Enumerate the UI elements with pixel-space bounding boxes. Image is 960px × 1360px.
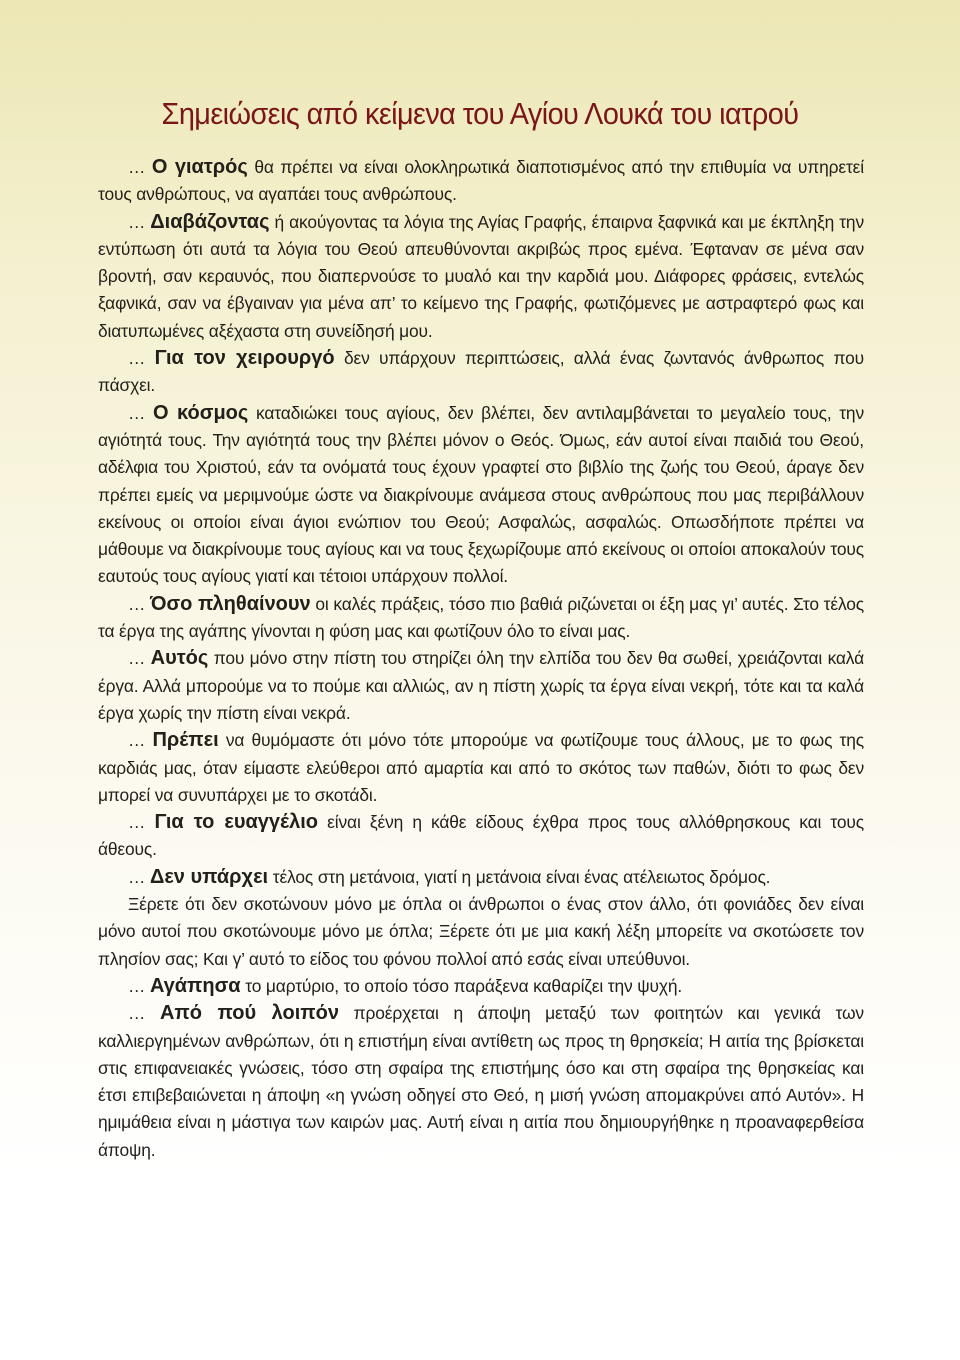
paragraph-text: θα πρέπει να είναι ολοκληρωτικά διαποτισμένος από την επιθυμία να υπηρετεί τους ανθρώπους, να αγαπάει τους ανθρώπους. [98, 157, 864, 205]
paragraph-text: ή ακούγοντας τα λόγια της Αγίας Γραφής, έπαιρνα ξαφνικά και με έκπληξη την εντύπωση ότι αυτά τα λόγια του Θεού απευθύνονται ακριβώς προς εμένα. Έφταναν σε μένα σαν βροντή, σαν κεραυνός, που διαπερνούσε το μυαλό και την καρδιά μου. Διάφορες φράσεις, εντελώς ξαφνικά, σαν να έβγαιναν για μένα απ’ το κείμενο της Γραφής, φωτιζόμενες με αστραφτερό φως και διατυπωμένες αξέχαστα στη συνείδησή μου. [98, 211, 864, 341]
lead-phrase: Δεν υπάρχει [149, 865, 269, 888]
paragraph [98, 891, 864, 973]
lead-phrase: Αγάπησα [149, 974, 241, 997]
paragraph-text: Ξέρετε ότι δεν σκοτώνουν μόνο με όπλα οι άνθρωποι ο ένας στον άλλο, ότι φονιάδες δεν είναι μόνο αυτοί που σκοτώνουμε μόνο με όπλα; Ξέρετε ότι με μια κακή λέξη μπορείτε να σκοτώσετε τον πλησίον σας; Και γ’ αυτό το είδος του φόνου πολλοί από εσάς είναι υπεύθυνοι. [98, 894, 864, 969]
ellipsis: … [128, 348, 155, 369]
lead-phrase: Για το ευαγγέλιο [154, 811, 318, 834]
paragraph [98, 645, 864, 727]
ellipsis: … [128, 730, 153, 751]
ellipsis: … [128, 1003, 160, 1024]
paragraph [98, 973, 864, 1000]
lead-phrase: Διαβάζοντας [150, 210, 270, 233]
ellipsis: … [128, 593, 150, 614]
paragraph [98, 1000, 864, 1164]
paragraph-text: το μαρτύριο, το οποίο τόσο παράξενα καθαρίζει την ψυχή. [240, 975, 683, 996]
lead-phrase: Όσο πληθαίνουν [149, 592, 311, 615]
paragraph [98, 209, 864, 345]
paragraph-text: είναι ξένη η κάθε είδους έχθρα προς τους αλλόθρησκους και τους άθεους. [98, 812, 864, 860]
paragraph [98, 727, 864, 809]
ellipsis: … [128, 975, 150, 996]
lead-phrase: Για τον χειρουργό [154, 347, 335, 370]
paragraph-text: δεν υπάρχουν περιπτώσεις, αλλά ένας ζωντανός άνθρωπος που πάσχει. [98, 348, 864, 396]
paragraph-text: οι καλές πράξεις, τόσο πιο βαθιά ριζώνεται οι έξη μας γι’ αυτές. Στο τέλος τα έργα της αγάπης γίνονται η φύση μας και φωτίζουν όλο το είναι μας. [98, 593, 864, 642]
lead-phrase: Από πού λοιπόν [159, 1002, 339, 1025]
paragraph-text: που μόνο στην πίστη του στηρίζει όλη την ελπίδα του δεν θα σωθεί, χρειάζονται καλά έργα. Αλλά μπορούμε να το πούμε και αλλιώς, αν η πίστη χωρίς τα έργα είναι νεκρή, τότε και τα καλά έργα χωρίς την πίστη είναι νεκρά. [98, 648, 864, 723]
ellipsis: … [128, 812, 155, 833]
paragraph [98, 809, 864, 864]
paragraph [98, 864, 864, 891]
paragraph-text: προέρχεται η άποψη μεταξύ των φοιτητών και γενικά των καλλιεργημένων ανθρώπων, ότι η επιστήμη είναι αντίθετη ως προς τη θρησκεία; Η αιτία της βρίσκεται στις επιφανειακές γνώσεις, τόσο στη σφαίρα της επιστήμης όσο και στη σφαίρα της θρησκείας και έτσι επιβεβαιώνεται η άποψη «η γνώση οδηγεί στο Θεό, η μισή γνώση απομακρύνει από Αυτόν». Η ημιμάθεια είναι η μάστιγα των καιρών μας. Αυτή είναι η αιτία που δημιουργήθηκε η προαναφερθείσα άποψη. [98, 1003, 864, 1160]
paragraph-text: να θυμόμαστε ότι μόνο τότε μπορούμε να φωτίζουμε τους άλλους, με το φως της καρδιάς μας, όταν είμαστε ελεύθεροι από αμαρτία και από το σκότος των παθών, διότι το φως δεν μπορεί να συνυπάρχει με το σκοτάδι. [98, 730, 864, 805]
lead-phrase: Πρέπει [152, 729, 219, 752]
text-body [98, 154, 864, 1164]
paragraph [98, 154, 864, 209]
paragraph [98, 345, 864, 400]
ellipsis: … [128, 648, 151, 669]
paragraph-text: καταδιώκει τους αγίους, δεν βλέπει, δεν αντιλαμβάνεται το μεγαλείο τους, την αγιότητά τους. Την αγιότητά τους την βλέπει μόνον ο Θεός. Όμως, εάν αυτοί είναι παιδιά του Θεού, αδέλφια του Χριστού, εάν τα ονόματά τους έχουν γραφτεί στο βιβλίο της ζωής του Θεού, άραγε δεν πρέπει εμείς να μεριμνούμε ώστε να διακρίνουμε ανάμεσα στους ανθρώπους που μας περιβάλλουν εκείνους οι οποίοι είναι άγιοι ενώπιον του Θεού; Ασφαλώς, ασφαλώς. Οπωσδήποτε πρέπει να μάθουμε να διακρίνουμε τους αγίους και να τους ξεχωρίζουμε από εκείνους οι οποίοι αποκαλούν τους εαυτούς τους αγίους γιατί και τέτοιοι υπάρχουν πολλοί. [98, 402, 864, 587]
lead-phrase: Αυτός [150, 647, 209, 670]
ellipsis: … [128, 211, 151, 232]
ellipsis: … [128, 402, 153, 423]
lead-phrase: Ο γιατρός [151, 156, 248, 178]
ellipsis: … [128, 866, 150, 887]
paragraph [98, 591, 864, 646]
page-title: Σημειώσεις από κείμενα του Αγίου Λουκά του ιατρού [161, 96, 799, 131]
paragraph [98, 400, 864, 591]
ellipsis: … [128, 157, 152, 177]
paragraph-text: τέλος στη μετάνοια, γιατί η μετάνοια είναι ένας ατέλειωτος δρόμος. [268, 866, 771, 887]
lead-phrase: Ο κόσμος [152, 401, 249, 424]
